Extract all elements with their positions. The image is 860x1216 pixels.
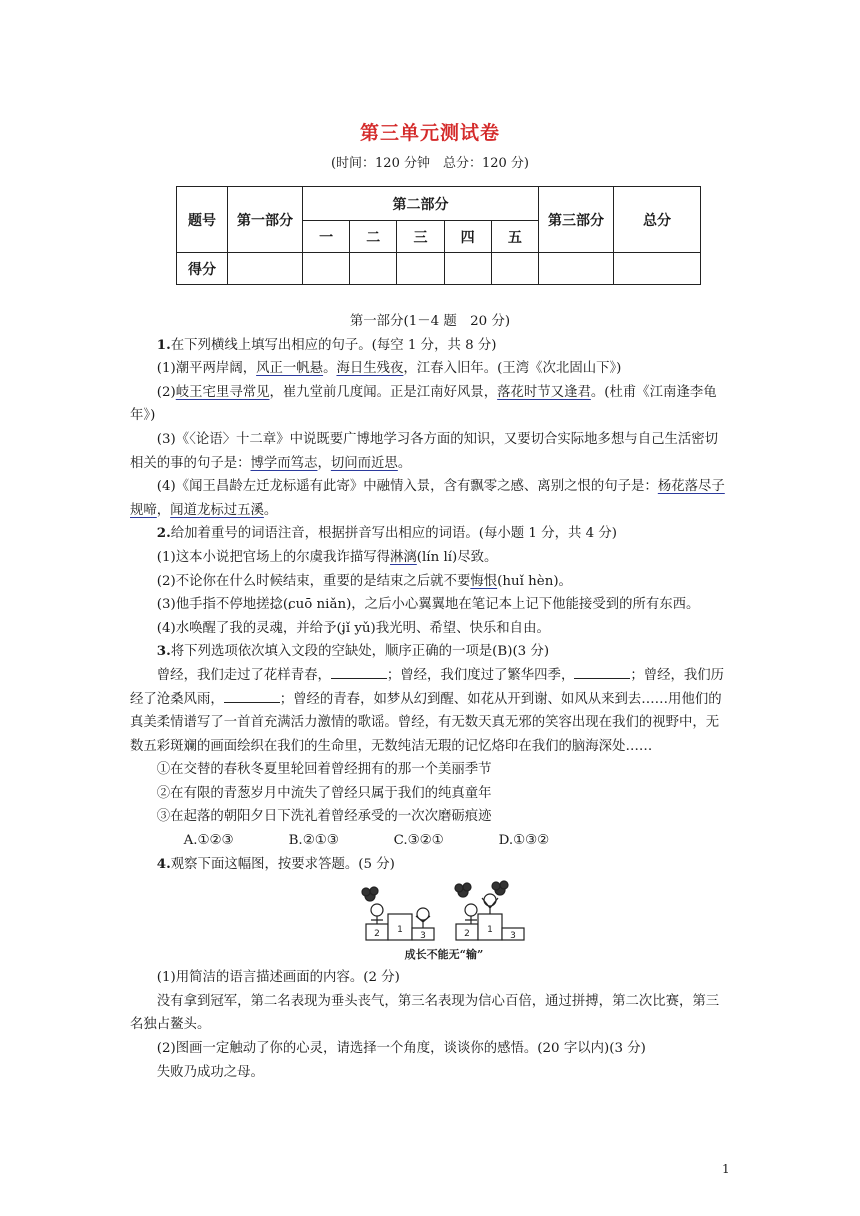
text: 。	[323, 361, 337, 377]
sub-col-4: 四	[444, 221, 491, 253]
score-cell[interactable]	[614, 253, 701, 285]
q4-answer-1: 没有拿到冠军，第二名表现为垂头丧气，第三名表现为信心百倍，通过拼搏，第二次比赛，第三名独占鳌头。	[130, 993, 720, 1033]
emphasis-char: 给	[309, 620, 324, 636]
text: (3)他手指不停地	[156, 597, 257, 613]
figure-body	[465, 916, 477, 924]
question-text: 观察下面这幅图，按要求答题。(5 分)	[170, 856, 395, 872]
question-text: 给加着重号的词语注音，根据拼音写出相应的词语。(每小题 1 分，共 4 分)	[170, 526, 618, 542]
score-cell[interactable]	[539, 253, 614, 285]
podium-cartoon	[130, 876, 730, 966]
score-cell[interactable]	[491, 253, 538, 285]
fill-blank[interactable]	[331, 666, 387, 679]
sub-col-2: 二	[350, 221, 397, 253]
text: (1)潮平两岸阔，	[156, 361, 257, 377]
answer: 杨花落尽子规啼	[130, 479, 725, 518]
figure-head	[484, 894, 496, 906]
podium-label: 1	[397, 925, 403, 936]
podium-label: 2	[464, 929, 470, 940]
option-a[interactable]: A.①②③	[183, 833, 234, 849]
option-c[interactable]: C.③②①	[393, 833, 444, 849]
q1-sub-1	[130, 357, 730, 381]
page-number: 1	[722, 1162, 730, 1176]
answer: 博学而笃志	[250, 455, 318, 471]
answer: 落花时节又逢君	[497, 384, 591, 400]
emphasis-char: 搓	[256, 597, 270, 613]
fill-blank[interactable]	[574, 666, 630, 679]
text: ，崔九堂前几度闻。正是江南好风景，	[269, 384, 498, 400]
q4-sub-1: (1)用简洁的语言描述画面的内容。(2 分)	[156, 970, 400, 986]
score-cell[interactable]	[350, 253, 397, 285]
figure-caption: 成长不能无“输”	[404, 948, 484, 962]
q1-sub-3	[130, 428, 730, 475]
text: 曾经，我们走过了花样青春，	[156, 667, 331, 683]
question-2-stem	[130, 522, 730, 546]
q2-sub-4	[130, 617, 730, 641]
q2-sub-3	[130, 593, 730, 617]
question-text: 将下列选项依次填入文段的空缺处，顺序正确的一项是(B)(3 分)	[170, 644, 550, 660]
cartoon-figure	[130, 876, 730, 966]
q3-item-3: ③在起落的朝阳夕日下洗礼着曾经承受的一次次磨砺痕迹	[156, 809, 492, 825]
text: ，	[317, 455, 331, 471]
answer: 悔恨	[470, 573, 498, 589]
text: 。(杜甫《江南逢李龟年》)	[130, 384, 717, 424]
answer: 岐王宅里寻常见	[175, 384, 270, 400]
text: (4)《闻王昌龄左迁龙标遥有此寄》中融情入景，含有飘零之感、离别之恨的句子是：	[156, 479, 658, 495]
header-part1: 第一部分	[228, 187, 303, 253]
text: (lín lí)尽致。	[416, 549, 498, 565]
figure-head	[371, 904, 383, 916]
podium-label: 3	[420, 931, 426, 942]
emphasis-char: 捻	[269, 597, 283, 613]
page-title: 第三单元测试卷	[359, 122, 500, 144]
q1-sub-2	[130, 381, 730, 428]
sub-col-5: 五	[491, 221, 538, 253]
question-number: 4.	[156, 855, 171, 872]
answer: 切问而近思	[330, 455, 398, 471]
header-part2: 第二部分	[303, 187, 539, 221]
answer: 风正一帆悬	[256, 361, 324, 377]
q2-sub-2	[130, 570, 730, 594]
q3-item-1: ①在交替的春秋冬夏里轮回着曾经拥有的那一个美丽季节	[156, 762, 492, 778]
score-cell[interactable]	[444, 253, 491, 285]
question-4-stem	[130, 853, 730, 877]
text: ；曾经，我们度过了繁华四季，	[386, 667, 575, 683]
exam-info: (时间：120 分钟 总分：120 分)	[330, 156, 530, 171]
text: ；曾经，我们历经了沧桑风雨，	[130, 667, 725, 707]
text: (2)不论你在什么时候结束，重要的是结束之后就不要	[156, 573, 471, 589]
figure-body	[371, 916, 383, 924]
q3-passage	[130, 664, 730, 758]
option-d[interactable]: D.①③②	[498, 833, 550, 849]
text: (2)	[156, 384, 176, 400]
podium-label: 1	[487, 925, 493, 936]
text: (1)这本小说把官场上的尔虞我诈描写得	[156, 549, 391, 565]
text: (jǐ yǔ)我光明、希望、快乐和自由。	[336, 620, 550, 636]
text: ，	[156, 502, 171, 518]
text: ，江春入旧年。(王湾《次北固山下》)	[403, 361, 622, 377]
q1-sub-4	[130, 475, 730, 522]
score-cell[interactable]	[303, 253, 350, 285]
figure-head	[465, 904, 477, 916]
text: (huǐ hèn)。	[497, 573, 572, 589]
answer: 海日生残夜	[336, 361, 404, 377]
q3-options	[130, 829, 730, 853]
text: 。	[397, 455, 412, 471]
question-text: 在下列横线上填写出相应的句子。(每空 1 分，共 8 分)	[170, 337, 497, 353]
answer: 淋漓	[390, 549, 417, 565]
podium-label: 2	[374, 929, 380, 940]
score-cell[interactable]	[228, 253, 303, 285]
header-part3: 第三部分	[539, 187, 614, 253]
q4-sub-2: (2)图画一定触动了你的心灵，请选择一个角度，谈谈你的感悟。(20 字以内)(3 分)	[156, 1041, 646, 1057]
text: (cuō niǎn)，之后小心翼翼地在笔记本上记下他能接受到的所有东西。	[282, 597, 700, 613]
sub-col-1: 一	[303, 221, 350, 253]
emphasis-char: 予	[323, 620, 337, 636]
answer: 闻道龙标过五溪	[170, 502, 264, 518]
q2-sub-1	[130, 546, 730, 570]
question-1-stem	[130, 334, 730, 358]
question-number: 3.	[156, 643, 171, 660]
header-tihao: 题号	[177, 187, 228, 253]
text: (3)《〈论语〉十二章》中说既要广博地学习各方面的知识，又要切合实际地多想与自己生活密切相关的事的句子是：	[130, 431, 719, 471]
exam-content	[130, 310, 730, 1084]
text: (4)水唤醒了我的灵魂，并	[156, 620, 310, 636]
q4-answer-2: 失败乃成功之母。	[156, 1064, 264, 1080]
text: 。	[263, 502, 278, 518]
podium-label: 3	[510, 931, 516, 942]
score-table	[176, 186, 701, 285]
score-cell[interactable]	[397, 253, 444, 285]
question-number: 1.	[156, 336, 171, 353]
text: ；曾经的青春，如梦从幻到醒、如花从开到谢、如风从来到去……用他们的真美柔情谱写了一首首充满活力激情的歌谣。曾经，有无数天真无邪的笑容出现在我们的视野中，无数五彩斑斓的画面绘织在我们的生命里，无数纯洁无瑕的记忆烙印在我们的脑海深处……	[130, 691, 722, 754]
header-total: 总分	[614, 187, 701, 253]
fill-blank[interactable]	[224, 690, 280, 703]
q3-item-2: ②在有限的青葱岁月中流失了曾经只属于我们的纯真童年	[156, 785, 492, 801]
row-score-label: 得分	[177, 253, 228, 285]
sub-col-3: 三	[397, 221, 444, 253]
option-b[interactable]: B.②①③	[288, 833, 339, 849]
question-3-stem	[130, 640, 730, 664]
section-heading: 第一部分(1－4 题 20 分)	[349, 314, 511, 329]
question-number: 2.	[156, 525, 171, 542]
